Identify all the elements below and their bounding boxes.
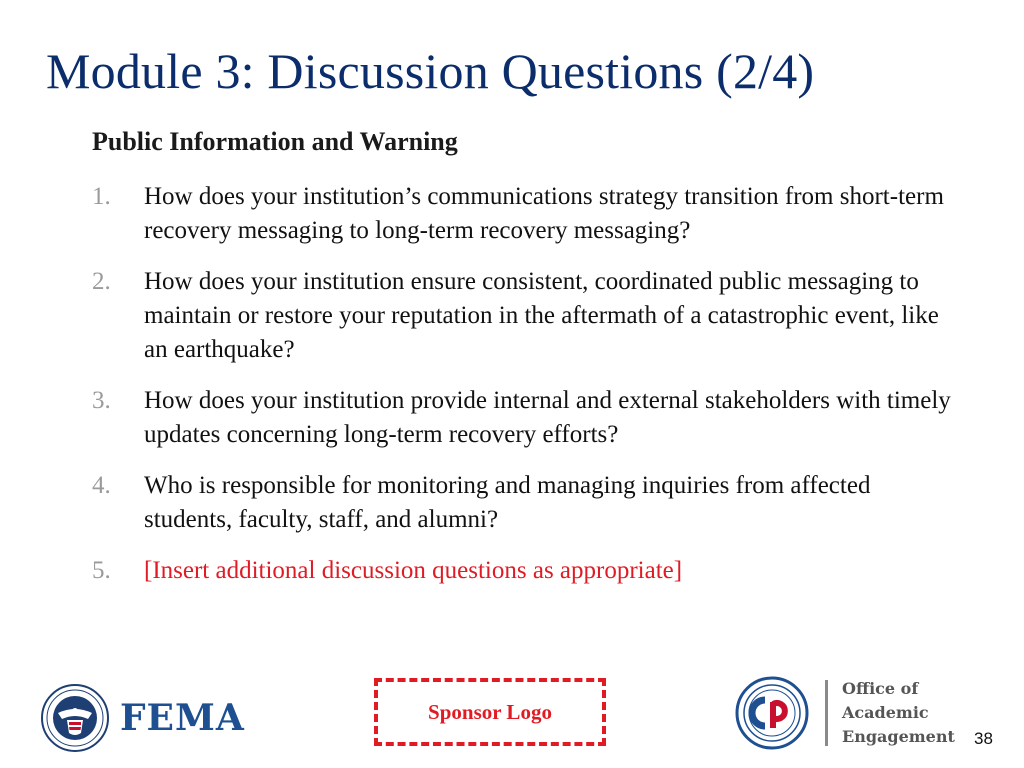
item-number: 2. xyxy=(92,268,111,295)
item-number: 5. xyxy=(92,557,111,584)
slide-title: Module 3: Discussion Questions (2/4) xyxy=(46,43,815,99)
item-text: How does your institution provide internal and external stakeholders with timely updates concerning long-term recovery efforts? xyxy=(144,387,951,448)
item-text: How does your institution ensure consistent, coordinated public messaging to maintain or restore your reputation in the aftermath of a catastrophic event, like an earthquake? xyxy=(144,268,939,363)
oae-line-1: Office of xyxy=(842,679,919,698)
item-number: 1. xyxy=(92,183,111,210)
list-item xyxy=(92,384,962,452)
fema-wordmark: FEMA xyxy=(120,697,245,739)
list-item xyxy=(92,265,962,367)
sponsor-logo-placeholder xyxy=(374,678,606,746)
logo-divider xyxy=(825,680,828,746)
oae-wordmark xyxy=(842,677,955,749)
section-subtitle: Public Information and Warning xyxy=(92,127,458,156)
fema-logo xyxy=(40,683,245,753)
list-item xyxy=(92,469,962,537)
question-list xyxy=(92,180,962,605)
office-of-academic-engagement-logo xyxy=(735,676,955,750)
list-item-placeholder xyxy=(92,554,962,588)
item-text: Who is responsible for monitoring and managing inquiries from affected students, faculty, staff, and alumni? xyxy=(144,472,871,533)
item-text: [Insert additional discussion questions as appropriate] xyxy=(144,557,683,584)
item-text: How does your institution’s communications strategy transition from short-term recovery messaging to long-term recovery messaging? xyxy=(144,183,944,244)
item-number: 3. xyxy=(92,387,111,414)
dhs-seal-icon xyxy=(40,683,110,753)
oae-line-2: Academic xyxy=(842,703,929,722)
sponsor-logo-label: Sponsor Logo xyxy=(428,699,552,724)
item-number: 4. xyxy=(92,472,111,499)
campus-resilience-seal-icon xyxy=(735,676,809,750)
page-number: 38 xyxy=(974,729,993,748)
list-item xyxy=(92,180,962,248)
oae-line-3: Engagement xyxy=(842,727,955,746)
